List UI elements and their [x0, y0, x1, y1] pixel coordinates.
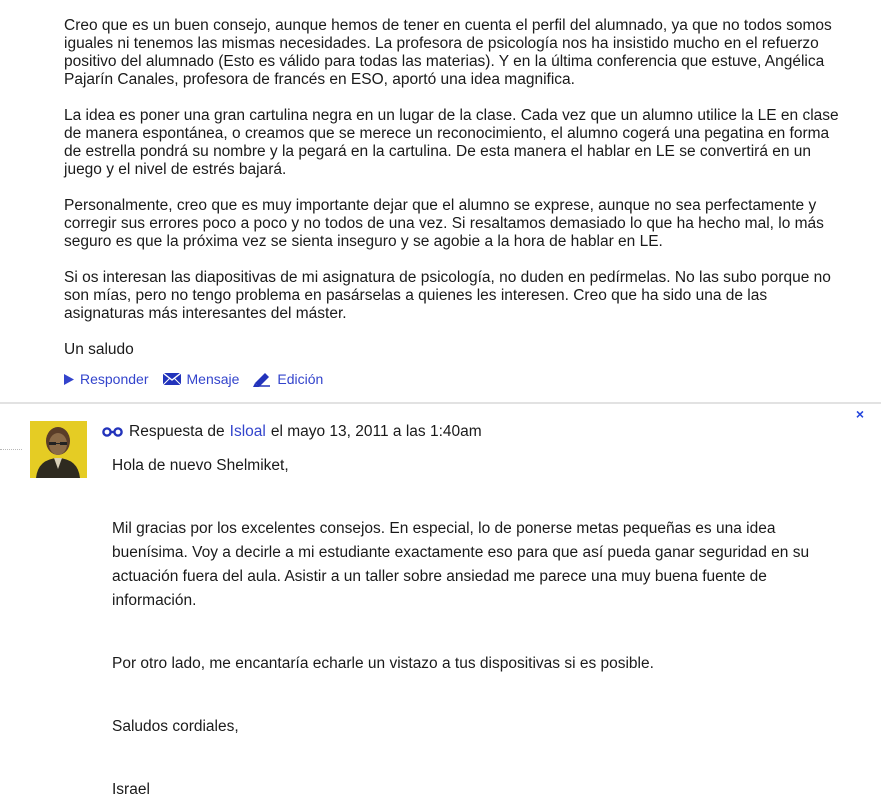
reply-divider — [0, 402, 881, 404]
reply-body — [112, 454, 812, 802]
post-paragraph: Creo que es un buen consejo, aunque hemos de tener en cuenta el perfil del alumnado, ya que no todos somos iguales ni tenemos las mismas necesidades. La profesora de psicología nos ha insistido mucho en el refuerzo positivo del alumnado (Esto es válido para todas las materias). Y en la última conferencia que estuve, Angélica Pajarín Canales, profesora de francés en ESO, aportó una idea magnifica. — [64, 17, 832, 88]
reply-prefix: Respuesta de — [129, 423, 225, 440]
link-icon — [102, 427, 123, 437]
reply-paragraph: Por otro lado, me encantaría echarle un vistazo a tus dispositivas si es posible. — [112, 655, 654, 672]
message-button[interactable] — [163, 371, 240, 387]
author-link[interactable]: Isloal — [229, 423, 266, 440]
avatar[interactable] — [30, 421, 87, 478]
reply-closing: Saludos cordiales, — [112, 718, 239, 735]
edit-button[interactable] — [253, 371, 323, 387]
message-label: Mensaje — [186, 371, 240, 387]
play-arrow-icon — [64, 374, 74, 385]
post-paragraph: La idea es poner una gran cartulina negra en un lugar de la clase. Cada vez que un alumno utilice la LE en clase de manera espontánea, o creamos que se merece un reconocimiento, el alumno cogerá una pegatina en forma de estrella pondrá su nombre y la pegará en la cartulina. De esta manera el hablar en LE se convertirá en un juego y el nivel de estrés bajará. — [64, 107, 839, 178]
close-icon[interactable]: × — [855, 406, 864, 422]
post-greeting: Un saludo — [64, 341, 134, 358]
original-post — [64, 17, 844, 359]
reply-paragraph: Mil gracias por los excelentes consejos. En especial, lo de ponerse metas pequeñas es una idea buenísima. Voy a decirle a mi estudiante exactamente eso para que así pueda ganar seguridad en su actuación fuera del aula. Asistir a un taller sobre ansiedad me parece una muy buena fuente de información. — [112, 520, 810, 609]
post-paragraph: Personalmente, creo que es muy importante dejar que el alumno se exprese, aunque no sea perfectamente y corregir sus errores poco a poco y no todos de una vez. Si resaltamos demasiado lo que ha hecho mal, lo más seguro es que la próxima vez se sienta inseguro y se agobie a la hora de hablar en LE. — [64, 197, 824, 250]
envelope-icon — [163, 373, 181, 385]
post-paragraph: Si os interesan las diapositivas de mi asignatura de psicología, no duden en pedírmelas. No las subo porque no son mías, pero no tengo problema en pasárselas a quienes les interesen. Creo que ha sido una de las asignaturas más interesantes del máster. — [64, 269, 831, 322]
user-portrait-icon — [30, 421, 87, 478]
reply-header — [102, 423, 482, 441]
thread-connector — [0, 449, 22, 450]
reply-button[interactable] — [64, 371, 149, 387]
reply-label: Responder — [80, 371, 149, 387]
reply-greeting: Hola de nuevo Shelmiket, — [112, 457, 289, 474]
post-actions — [64, 371, 337, 387]
edit-label: Edición — [277, 371, 324, 387]
pencil-icon — [253, 371, 271, 387]
reply-date: el mayo 13, 2011 a las 1:40am — [270, 423, 482, 440]
reply-signature: Israel — [112, 781, 150, 798]
